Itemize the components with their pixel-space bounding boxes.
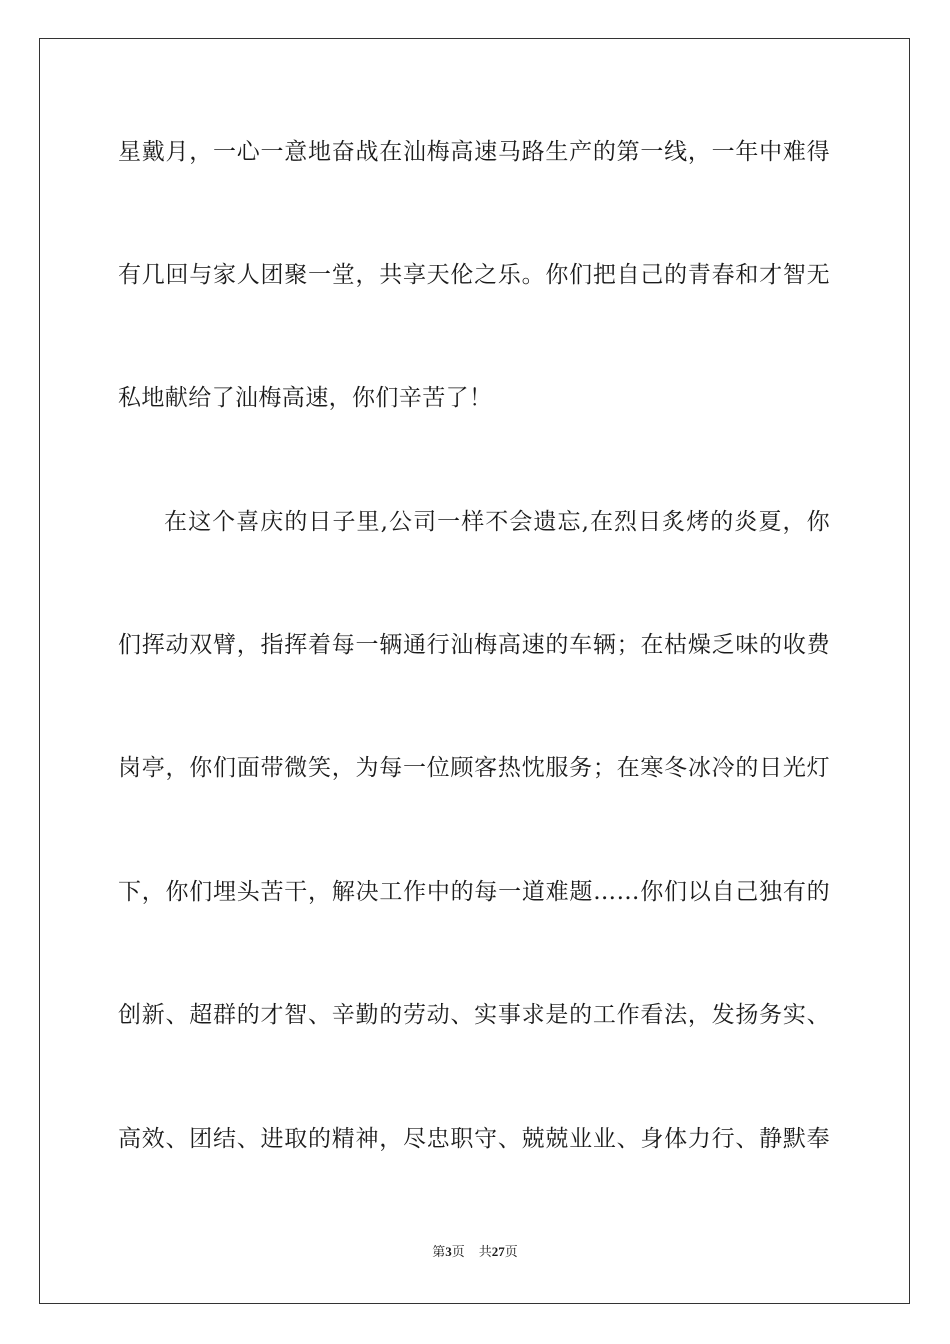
page-footer — [0, 1243, 950, 1262]
paragraph-line-1: 星戴月，一心一意地奋战在汕梅高速马路生产的第一线，一年中难得 — [118, 139, 830, 165]
paragraph-line-6: 岗亭，你们面带微笑，为每一位顾客热忱服务；在寒冬冰冷的日光灯 — [118, 755, 830, 781]
paragraph-line-4: 在这个喜庆的日子里,公司一样不会遗忘,在烈日炙烤的炎夏，你 — [164, 509, 830, 535]
page-prefix: 第 — [432, 1245, 446, 1260]
paragraph-line-9: 高效、团结、进取的精神，尽忠职守、兢兢业业、身体力行、静默奉 — [118, 1126, 830, 1152]
page-border — [39, 38, 910, 1304]
paragraph-line-5: 们挥动双臂，指挥着每一辆通行汕梅高速的车辆；在枯燥乏味的收费 — [118, 632, 830, 658]
paragraph-line-7: 下，你们埋头苦干，解决工作中的每一道难题……你们以自己独有的 — [118, 879, 830, 905]
total-pages: 27 — [491, 1244, 505, 1259]
paragraph-line-2: 有几回与家人团聚一堂，共享天伦之乐。你们把自己的青春和才智无 — [118, 262, 830, 288]
page-number: 3 — [445, 1244, 452, 1259]
total-prefix: 共 — [478, 1245, 492, 1260]
page-suffix: 页 — [451, 1245, 465, 1260]
paragraph-line-3: 私地献给了汕梅高速，你们辛苦了！ — [118, 385, 493, 411]
total-suffix: 页 — [504, 1245, 518, 1260]
paragraph-line-8: 创新、超群的才智、辛勤的劳动、实事求是的工作看法，发扬务实、 — [118, 1002, 830, 1028]
